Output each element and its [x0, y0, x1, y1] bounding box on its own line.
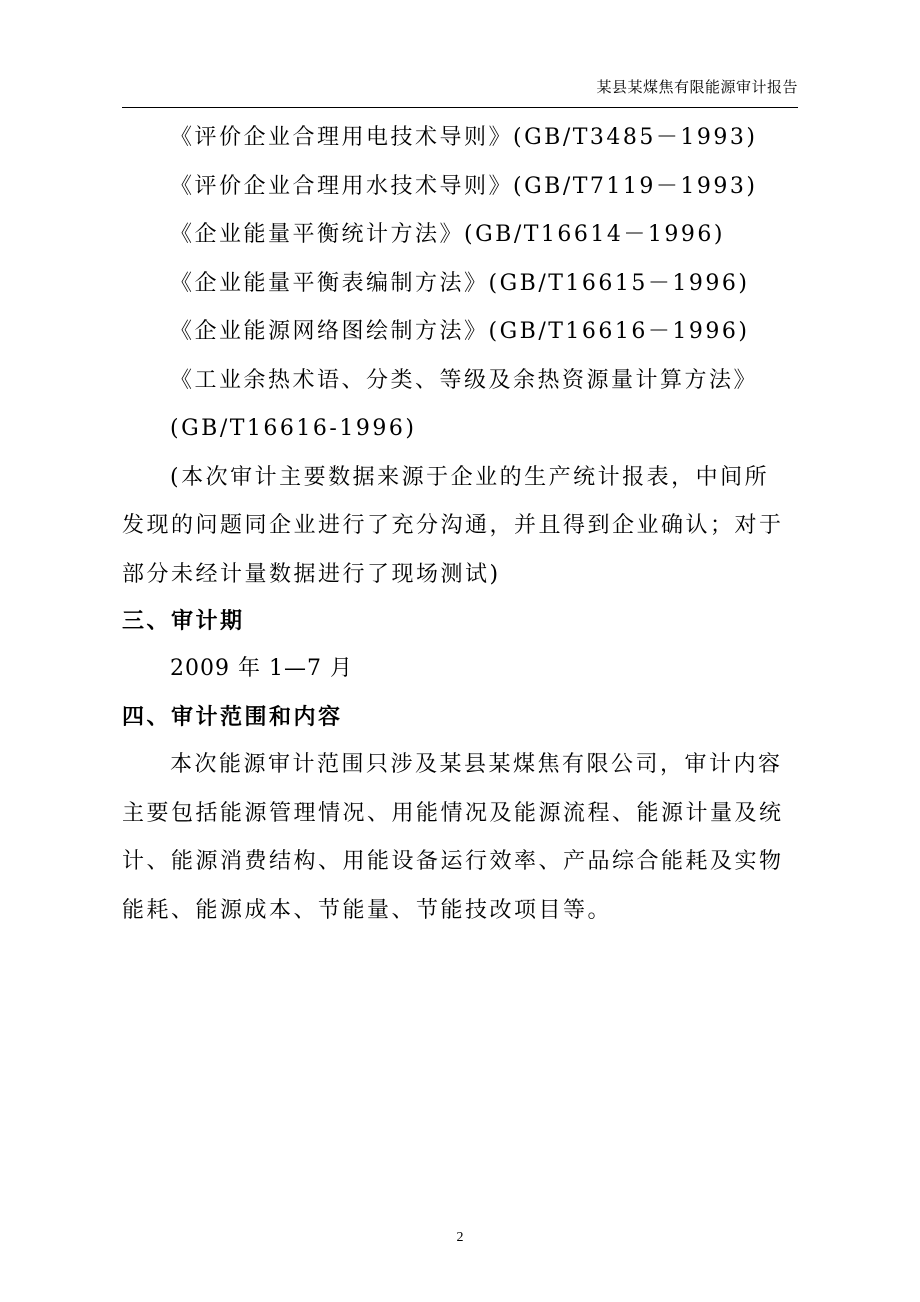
paragraph-line: 能耗、能源成本、节能量、节能技改项目等。: [122, 898, 613, 923]
page-number: 2: [456, 1230, 464, 1245]
standard-item: 《评价企业合理用电技术导则》(GB/T3485－1993): [170, 125, 758, 150]
paragraph-line: 主要包括能源管理情况、用能情况及能源流程、能源计量及统: [122, 801, 784, 826]
note-line: 部分未经计量数据进行了现场测试): [122, 562, 501, 587]
standard-item: (GB/T16616-1996): [170, 416, 417, 441]
paragraph-line: 本次能源审计范围只涉及某县某煤焦有限公司，审计内容: [170, 752, 783, 777]
header-title: 某县某煤焦有限能源审计报告: [596, 78, 798, 96]
standard-item: 《工业余热术语、分类、等级及余热资源量计算方法》: [170, 368, 759, 393]
standard-item: 《评价企业合理用水技术导则》(GB/T7119－1993): [170, 174, 758, 199]
standard-item: 《企业能源网络图绘制方法》(GB/T16616－1996): [170, 319, 750, 344]
paragraph-line: 计、能源消费结构、用能设备运行效率、产品综合能耗及实物: [122, 849, 784, 874]
note-line: 发现的问题同企业进行了充分沟通，并且得到企业确认；对于: [122, 513, 784, 538]
section-heading-audit-period: 三、审计期: [122, 609, 245, 634]
section-heading-audit-scope: 四、审计范围和内容: [122, 705, 343, 730]
header-divider: [122, 107, 798, 108]
standard-item: 《企业能量平衡统计方法》(GB/T16614－1996): [170, 222, 725, 247]
standard-item: 《企业能量平衡表编制方法》(GB/T16615－1996): [170, 271, 750, 296]
note-line: (本次审计主要数据来源于企业的生产统计报表，中间所: [170, 465, 770, 490]
audit-period-value: 2009 年 1—7 月: [170, 656, 353, 681]
